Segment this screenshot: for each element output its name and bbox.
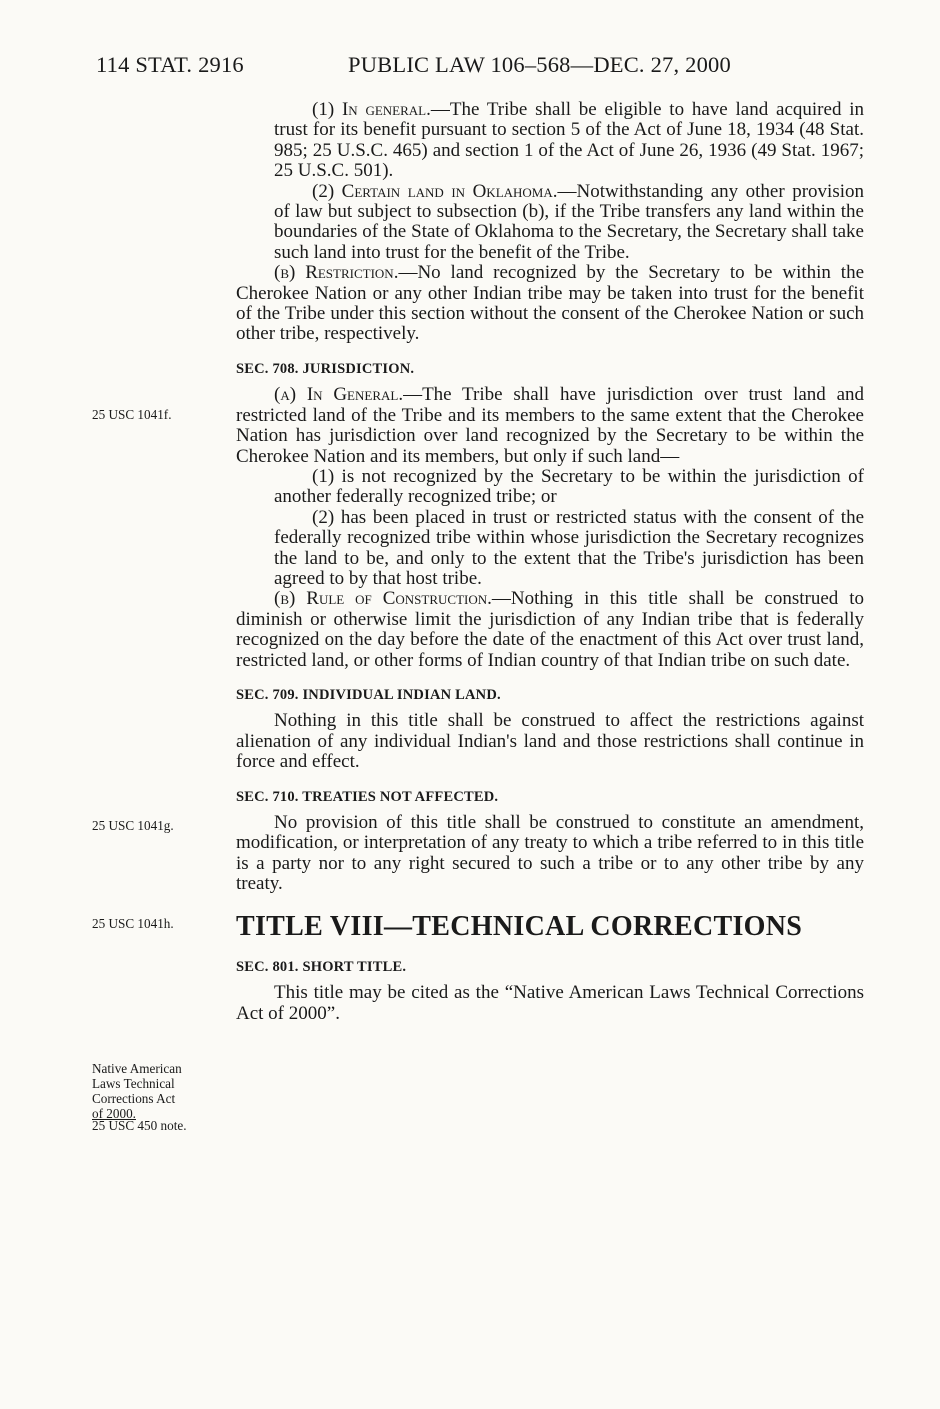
page-body bbox=[236, 100, 864, 1024]
paragraph-709: Nothing in this title shall be construed to affect the restrictions against alienation of any individual Indian's land and those restrictions shall continue in force and effect. bbox=[236, 710, 864, 773]
margin-note-1041f: 25 USC 1041f. bbox=[92, 407, 172, 422]
paragraph-a1: (1) is not recognized by the Secretary to be within the jurisdiction of another federally recognized tribe; or bbox=[274, 465, 864, 508]
paragraph-heading: (b) Restriction. bbox=[274, 262, 399, 284]
paragraph-text: —Nothing in this title shall be construed to diminish or otherwise limit the jurisdiction of any Indian tribe that is federally recognized on the day before the date of the enactment of this Act over trust land, restricted land, or other forms of Indian country of that Indian tribe on such date. bbox=[236, 588, 864, 671]
paragraph-801: This title may be cited as the “Native American Laws Technical Corrections Act of 2000”. bbox=[236, 982, 864, 1024]
paragraph-heading: (b) Rule of Construction. bbox=[274, 588, 492, 610]
paragraph-a-in-general bbox=[236, 385, 864, 467]
section-heading-801: SEC. 801. SHORT TITLE. bbox=[236, 959, 407, 976]
statute-page-number: 114 STAT. 2916 bbox=[96, 52, 244, 77]
paragraph-heading: (1) In general. bbox=[312, 99, 431, 120]
margin-note-line: Corrections Act bbox=[92, 1091, 176, 1106]
paragraph-710: No provision of this title shall be construed to constitute an amendment, modification, or interpretation of any treaty to which a tribe referred to in this title is a party nor to any right secured to such a tribe or to any other tribe by any treaty. bbox=[236, 812, 864, 895]
paragraph-text: —The Tribe shall be eligible to have land acquired in trust for its benefit pursuant to section 5 of the Act of June 18, 1934 (48 Stat. 985; 25 U.S.C. 465) and section 1 of the Act of June 26, 1936 (49 Stat. 1967; 25 U.S.C. 501). bbox=[274, 99, 865, 182]
section-heading-710: SEC. 710. TREATIES NOT AFFECTED. bbox=[236, 788, 499, 805]
paragraph-certain-land bbox=[274, 182, 864, 264]
paragraph-text: —No land recognized by the Secretary to be within the Cherokee Nation or any other Indian tribe may be taken into trust for the benefit of the Tribe under this section without the consent of the Cherokee Nation or such other tribe, respectively. bbox=[236, 262, 864, 345]
margin-note-1041g: 25 USC 1041g. bbox=[92, 818, 174, 833]
margin-note-line: Laws Technical bbox=[92, 1076, 175, 1091]
section-heading-708: SEC. 708. JURISDICTION. bbox=[236, 360, 415, 377]
paragraph-heading: (2) Certain land in Oklahoma. bbox=[312, 180, 558, 202]
margin-note-line: 25 USC 450 note. bbox=[92, 1118, 187, 1133]
paragraph-in-general bbox=[274, 100, 864, 182]
paragraph-restriction bbox=[236, 263, 864, 345]
margin-note-line: of 2000. bbox=[92, 1106, 136, 1121]
margin-note-short-title bbox=[92, 1061, 187, 1133]
paragraph-rule-of-construction bbox=[236, 589, 864, 671]
title-heading: TITLE VIII—TECHNICAL CORRECTIONS bbox=[236, 910, 803, 942]
paragraph-a2: (2) has been placed in trust or restricted status with the consent of the federally recognized tribe within whose jurisdiction the Secretary recognizes the land to be, and only to the extent that the Tribe's jurisdiction has been agreed to by that host tribe. bbox=[274, 506, 864, 589]
margin-note-1041h: 25 USC 1041h. bbox=[92, 916, 174, 931]
section-heading-709: SEC. 709. INDIVIDUAL INDIAN LAND. bbox=[236, 686, 501, 703]
public-law-citation: PUBLIC LAW 106–568—DEC. 27, 2000 bbox=[348, 52, 731, 77]
paragraph-heading: (a) In General. bbox=[274, 384, 404, 406]
paragraph-text: —The Tribe shall have jurisdiction over trust land and restricted land of the Tribe and its members to the same extent that the Cherokee Nation has jurisdiction over land recognized by the Secretary to be within the Cherokee Nation and its members, but only if such land— bbox=[236, 384, 865, 467]
paragraph-text: —Notwithstanding any other provision of law but subject to subsection (b), if the Tribe transfers any land within the boundaries of the State of Oklahoma to the Secretary, the Secretary shall take such land into trust for the benefit of the Tribe. bbox=[274, 180, 864, 263]
margin-note-line: Native American bbox=[92, 1061, 182, 1076]
